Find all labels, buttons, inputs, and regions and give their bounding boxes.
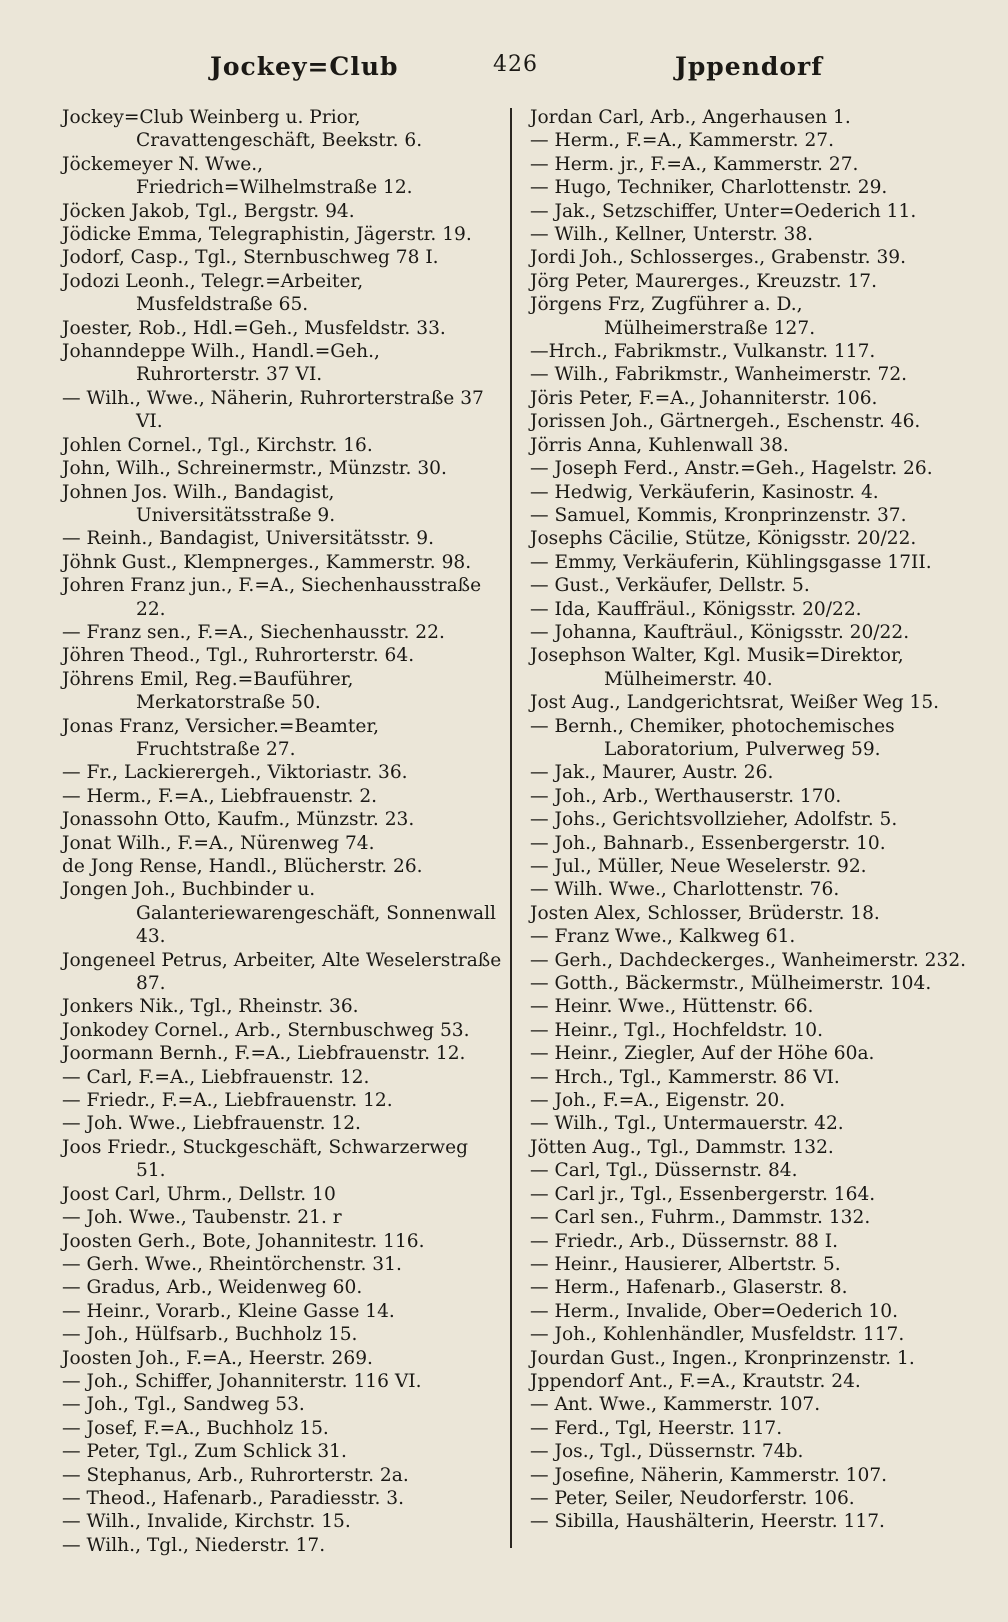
directory-entry: — Gotth., Bäckermstr., Mülheimerstr. 104. <box>530 973 932 995</box>
directory-entry: — Herm. jr., F.=A., Kammerstr. 27. <box>530 153 859 175</box>
directory-entry: — Joh. Wwe., Taubenstr. 21. r <box>62 1207 342 1229</box>
directory-entry: — Franz Wwe., Kalkweg 61. <box>530 926 796 948</box>
directory-entry: — Heinr. Wwe., Hüttenstr. 66. <box>530 996 814 1018</box>
directory-entry: — Herm., F.=A., Kammerstr. 27. <box>530 130 835 152</box>
directory-entry: — Joh., Hülfsarb., Buchholz 15. <box>62 1324 358 1346</box>
directory-entry: — Peter, Seiler, Neudorferstr. 106. <box>530 1487 855 1509</box>
directory-entry: — Peter, Tgl., Zum Schlick 31. <box>62 1441 347 1463</box>
page-number: 426 <box>493 52 538 77</box>
directory-entry: — Wilh., Tgl., Untermauerstr. 42. <box>530 1113 844 1135</box>
directory-entry: Jöris Peter, F.=A., Johanniterstr. 106. <box>530 387 878 409</box>
column-divider <box>510 108 512 1548</box>
directory-entry: Jordi Joh., Schlosserges., Grabenstr. 39. <box>530 247 907 269</box>
directory-entry: Jordan Carl, Arb., Angerhausen 1. <box>530 107 851 128</box>
directory-entry: — Heinr., Hausierer, Albertstr. 5. <box>530 1253 841 1275</box>
directory-entry: — Gust., Verkäufer, Dellstr. 5. <box>530 575 810 597</box>
right-column <box>530 106 970 1534</box>
directory-entry: Jongeneel Petrus, Arbeiter, Alte Weselerstraße 87. <box>62 949 502 995</box>
directory-entry: — Friedr., F.=A., Liebfrauenstr. 12. <box>62 1090 393 1112</box>
directory-entry: — Jos., Tgl., Düssernstr. 74b. <box>530 1441 804 1463</box>
left-column <box>62 106 502 1557</box>
directory-entry: Jöhrens Emil, Reg.=Bauführer, Merkatorstraße 50. <box>62 668 354 714</box>
header-left-keyword: Jockey=Club <box>210 52 399 81</box>
directory-entry: — Josef, F.=A., Buchholz 15. <box>62 1417 329 1439</box>
directory-entry: — Joseph Ferd., Anstr.=Geh., Hagelstr. 26. <box>530 458 933 480</box>
directory-entry: Jourdan Gust., Ingen., Kronprinzenstr. 1. <box>530 1347 915 1369</box>
directory-entry: Jonkers Nik., Tgl., Rheinstr. 36. <box>62 996 359 1018</box>
directory-entry: — Heinr., Vorarb., Kleine Gasse 14. <box>62 1300 395 1322</box>
directory-entry: Jöcken Jakob, Tgl., Bergstr. 94. <box>62 200 355 222</box>
directory-entry: Jonkodey Cornel., Arb., Sternbuschweg 53. <box>62 1019 470 1041</box>
directory-entry: — Jul., Müller, Neue Weselerstr. 92. <box>530 856 867 877</box>
directory-entry: de Jong Rense, Handl., Blücherstr. 26. <box>62 856 423 877</box>
directory-entry: Joos Friedr., Stuckgeschäft, Schwarzerweg 51. <box>62 1136 469 1182</box>
directory-entry: — Heinr., Tgl., Hochfeldstr. 10. <box>530 1019 823 1041</box>
directory-entry: — Samuel, Kommis, Kronprinzenstr. 37. <box>530 504 907 526</box>
directory-entry: — Herm., Invalide, Ober=Oederich 10. <box>530 1300 898 1322</box>
directory-entry: — Hrch., Tgl., Kammerstr. 86 VI. <box>530 1066 840 1088</box>
directory-entry: Josephson Walter, Kgl. Musik=Direktor, Mülheimerstr. 40. <box>530 645 904 690</box>
directory-entry: — Jak., Maurer, Austr. 26. <box>530 762 774 784</box>
directory-entry: — Joh., Bahnarb., Essenbergerstr. 10. <box>530 832 886 854</box>
directory-entry: — Wilh. Wwe., Charlottenstr. 76. <box>530 879 840 901</box>
directory-entry: — Franz sen., F.=A., Siechenhausstr. 22. <box>62 621 445 643</box>
directory-entry: — Johanna, Kaufträul., Königsstr. 20/22. <box>530 621 910 643</box>
header-right-keyword: Jppendorf <box>675 52 823 81</box>
directory-entry: — Gerh., Dachdeckerges., Wanheimerstr. 232. <box>530 949 967 971</box>
directory-entry: — Joh., Kohlenhändler, Musfeldstr. 117. <box>530 1324 905 1346</box>
directory-entry: Joosten Gerh., Bote, Johannitestr. 116. <box>62 1230 425 1252</box>
directory-entry: — Herm., F.=A., Liebfrauenstr. 2. <box>62 785 378 807</box>
directory-entry: Joester, Rob., Hdl.=Geh., Musfeldstr. 33. <box>62 317 446 339</box>
directory-entry: Johren Franz jun., F.=A., Siechenhausstraße 22. <box>62 575 482 620</box>
directory-entry: Jörg Peter, Maurerges., Kreuzstr. 17. <box>530 270 878 292</box>
directory-entry: Jongen Joh., Buchbinder u. Galanteriewarengeschäft, Sonnenwall 43. <box>62 879 496 948</box>
directory-entry: Jöckemeyer N. Wwe., Friedrich=Wilhelmstraße 12. <box>62 153 413 199</box>
directory-entry: Jörgens Frz, Zugführer a. D., Mülheimerstraße 127. <box>530 294 816 339</box>
directory-entry: Josten Alex, Schlosser, Brüderstr. 18. <box>530 902 880 924</box>
directory-entry: — Wilh., Wwe., Näherin, Ruhrorterstraße 37 VI. <box>62 387 484 433</box>
directory-entry: Jonas Franz, Versicher.=Beamter, Fruchtstraße 27. <box>62 715 380 760</box>
directory-entry: — Emmy, Verkäuferin, Kühlingsgasse 17II. <box>530 551 932 573</box>
directory-entry: — Reinh., Bandagist, Universitätsstr. 9. <box>62 528 435 550</box>
directory-entry: — Wilh., Tgl., Niederstr. 17. <box>62 1534 326 1556</box>
directory-entry: Jodorf, Casp., Tgl., Sternbuschweg 78 I. <box>62 247 439 269</box>
directory-entry: — Joh., F.=A., Eigenstr. 20. <box>530 1090 786 1112</box>
directory-entry: Jppendorf Ant., F.=A., Krautstr. 24. <box>530 1370 861 1392</box>
directory-entry: — Sibilla, Haushälterin, Heerstr. 117. <box>530 1511 885 1533</box>
directory-entry: — Gradus, Arb., Weidenweg 60. <box>62 1277 363 1299</box>
directory-entry: — Joh., Schiffer, Johanniterstr. 116 VI. <box>62 1370 422 1392</box>
directory-entry: — Johs., Gerichtsvollzieher, Adolfstr. 5. <box>530 809 898 831</box>
directory-entry: Joormann Bernh., F.=A., Liebfrauenstr. 12. <box>62 1043 466 1065</box>
directory-entry: Jodozi Leonh., Telegr.=Arbeiter, Musfeldstraße 65. <box>62 270 364 316</box>
directory-entry: — Ant. Wwe., Kammerstr. 107. <box>530 1394 821 1416</box>
directory-entry: Jorissen Joh., Gärtnergeh., Eschenstr. 46. <box>530 411 921 433</box>
directory-entry: — Hugo, Techniker, Charlottenstr. 29. <box>530 177 888 199</box>
directory-entry: — Theod., Hafenarb., Paradiesstr. 3. <box>62 1487 405 1509</box>
directory-entry: — Wilh., Kellner, Unterstr. 38. <box>530 224 814 246</box>
directory-entry: Jonat Wilh., F.=A., Nürenweg 74. <box>62 832 375 854</box>
directory-entry: Jockey=Club Weinberg u. Prior, Cravattengeschäft, Beekstr. 6. <box>62 107 423 152</box>
directory-entry: — Stephanus, Arb., Ruhrorterstr. 2a. <box>62 1464 409 1486</box>
directory-entry: Jödicke Emma, Telegraphistin, Jägerstr. 19. <box>62 224 472 246</box>
directory-entry: Johlen Cornel., Tgl., Kirchstr. 16. <box>62 434 373 456</box>
directory-entry: — Wilh., Fabrikmstr., Wanheimerstr. 72. <box>530 364 908 386</box>
directory-entry: — Gerh. Wwe., Rheintörchenstr. 31. <box>62 1253 402 1275</box>
directory-entry: —Hrch., Fabrikmstr., Vulkanstr. 117. <box>530 341 876 363</box>
directory-entry: Josephs Cäcilie, Stütze, Königsstr. 20/22. <box>530 528 917 550</box>
directory-entry: — Hedwig, Verkäuferin, Kasinostr. 4. <box>530 481 879 503</box>
directory-entry: — Carl jr., Tgl., Essenbergerstr. 164. <box>530 1183 876 1205</box>
directory-entry: — Heinr., Ziegler, Auf der Höhe 60a. <box>530 1043 875 1065</box>
directory-entry: Jöhren Theod., Tgl., Ruhrorterstr. 64. <box>62 645 415 667</box>
directory-entry: — Ferd., Tgl, Heerstr. 117. <box>530 1417 783 1439</box>
directory-entry: Jötten Aug., Tgl., Dammstr. 132. <box>530 1136 834 1158</box>
directory-entry: Jost Aug., Landgerichtsrat, Weißer Weg 15. <box>530 692 940 714</box>
directory-entry: Jörris Anna, Kuhlenwall 38. <box>530 434 789 456</box>
directory-entry: — Carl sen., Fuhrm., Dammstr. 132. <box>530 1207 871 1229</box>
directory-entry: John, Wilh., Schreinermstr., Münzstr. 30. <box>62 458 447 480</box>
directory-entry: Joosten Joh., F.=A., Heerstr. 269. <box>62 1347 373 1369</box>
directory-entry: Jöhnk Gust., Klempnerges., Kammerstr. 98. <box>62 551 472 573</box>
directory-entry: — Joh., Arb., Werthauserstr. 170. <box>530 785 842 807</box>
directory-entry: — Fr., Lackierergeh., Viktoriastr. 36. <box>62 762 408 784</box>
page-header <box>0 52 1008 92</box>
directory-entry: Joost Carl, Uhrm., Dellstr. 10 <box>62 1183 336 1205</box>
directory-entry: Jonassohn Otto, Kaufm., Münzstr. 23. <box>62 809 415 831</box>
directory-entry: — Joh., Tgl., Sandweg 53. <box>62 1394 305 1416</box>
directory-entry: — Josefine, Näherin, Kammerstr. 107. <box>530 1464 888 1486</box>
directory-entry: Johanndeppe Wilh., Handl.=Geh., Ruhrorterstr. 37 VI. <box>62 341 380 386</box>
directory-entry: — Wilh., Invalide, Kirchstr. 15. <box>62 1511 351 1533</box>
directory-entry: — Joh. Wwe., Liebfrauenstr. 12. <box>62 1113 361 1135</box>
directory-entry: — Herm., Hafenarb., Glaserstr. 8. <box>530 1277 848 1299</box>
directory-entry: Johnen Jos. Wilh., Bandagist, Universitätsstraße 9. <box>62 481 336 526</box>
directory-entry: — Jak., Setzschiffer, Unter=Oederich 11. <box>530 200 917 222</box>
directory-entry: — Ida, Kauffräul., Königsstr. 20/22. <box>530 598 862 620</box>
directory-entry: — Carl, Tgl., Düssernstr. 84. <box>530 1160 798 1182</box>
directory-entry: — Carl, F.=A., Liebfrauenstr. 12. <box>62 1066 370 1088</box>
directory-entry: — Bernh., Chemiker, photochemisches Laboratorium, Pulverweg 59. <box>530 715 895 760</box>
directory-entry: — Friedr., Arb., Düssernstr. 88 I. <box>530 1230 839 1252</box>
